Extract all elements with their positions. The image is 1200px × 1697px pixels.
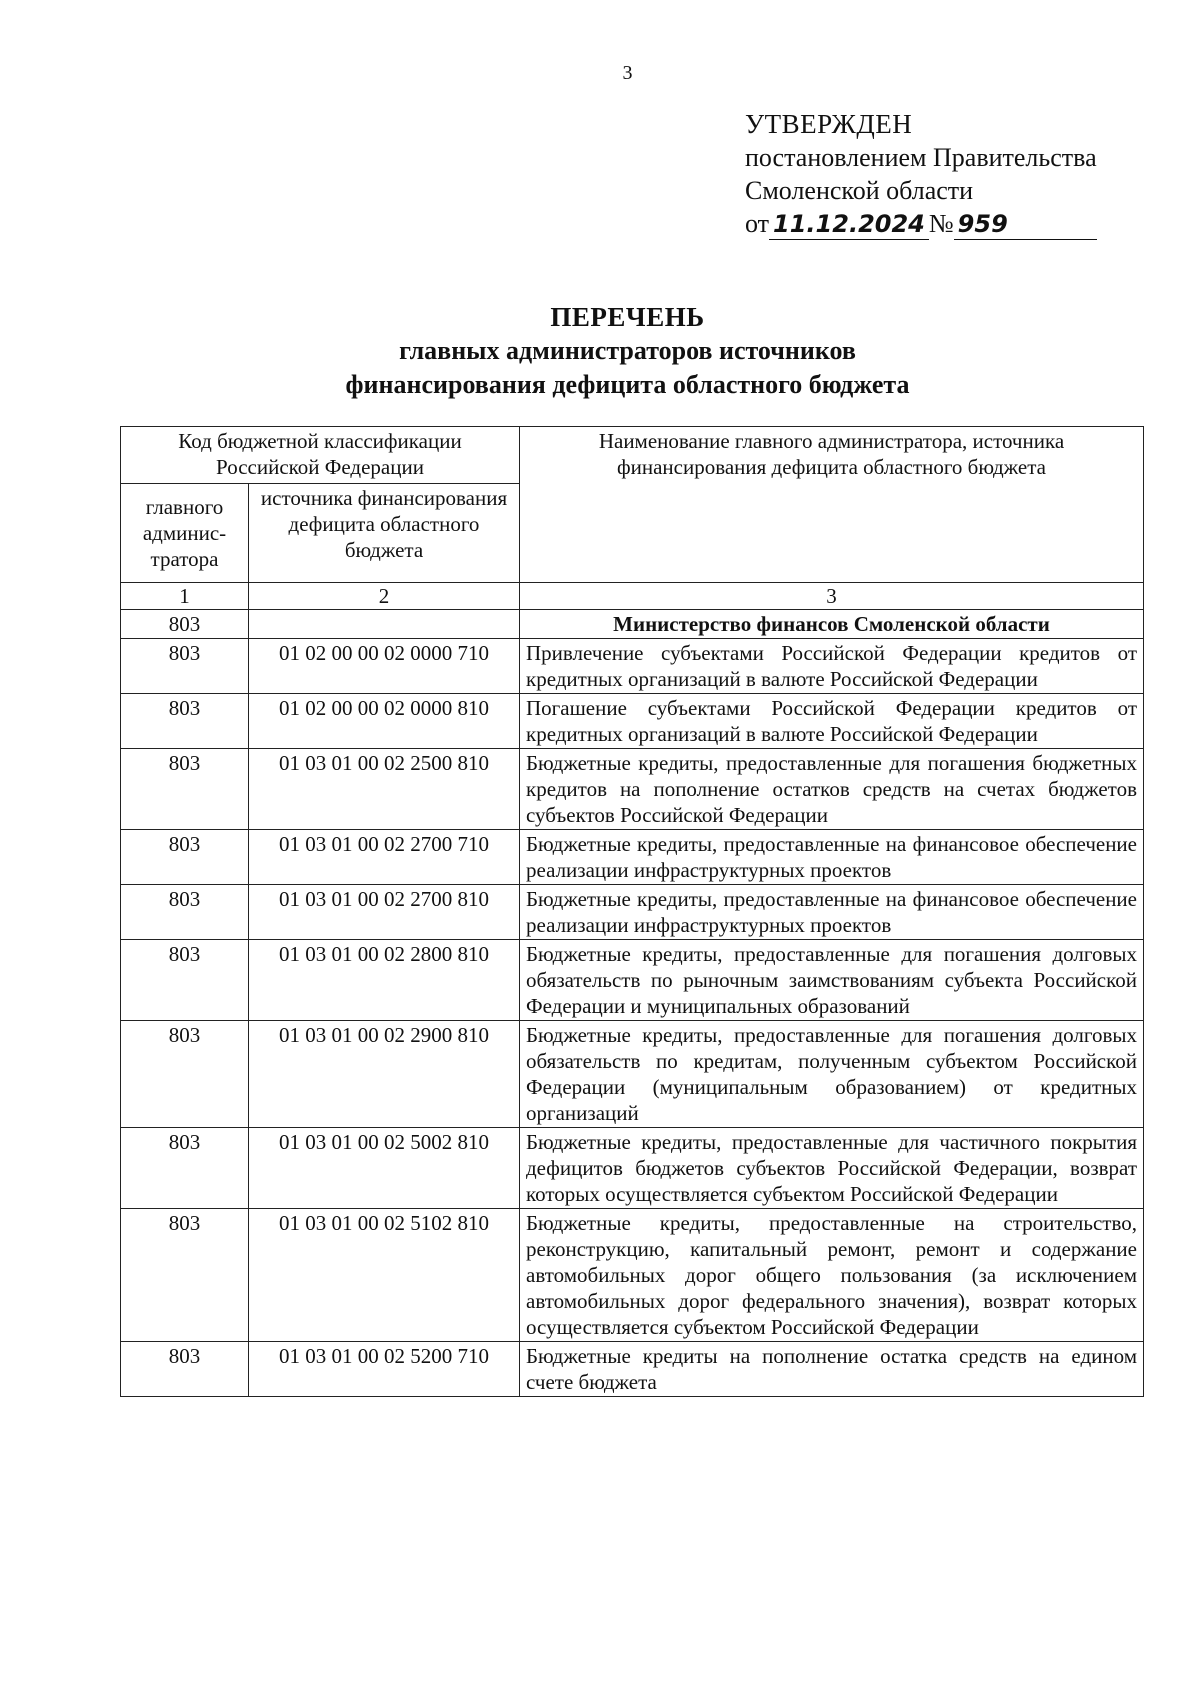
source-code: 01 03 01 00 02 2900 810 <box>249 1021 520 1128</box>
table-row <box>121 1342 1144 1397</box>
admin-code: 803 <box>121 940 249 1021</box>
source-name: Привлечение субъектами Российской Федерации кредитов от кредитных организаций в валюте Российской Федерации <box>520 639 1144 694</box>
handwritten-number: 959 <box>954 209 1097 240</box>
admin-code: 803 <box>121 610 249 639</box>
admin-code: 803 <box>121 639 249 694</box>
document-title <box>0 300 1200 402</box>
admin-code: 803 <box>121 885 249 940</box>
admin-code: 803 <box>121 694 249 749</box>
source-name: Бюджетные кредиты, предоставленные на финансовое обеспечение реализации инфраструктурных проектов <box>520 885 1144 940</box>
table-row <box>121 1128 1144 1209</box>
date-prefix: от <box>745 209 770 238</box>
source-name: Бюджетные кредиты, предоставленные для частичного покрытия дефицитов бюджетов субъектов Российской Федерации, возврат которых осуществляется субъектом Российской Федерации <box>520 1128 1144 1209</box>
header-name: Наименование главного администратора, источника финансирования дефицита областного бюджета <box>520 427 1144 583</box>
index-cell: 1 <box>121 583 249 610</box>
index-row <box>121 583 1144 610</box>
ministry-row <box>121 610 1144 639</box>
source-name: Бюджетные кредиты, предоставленные для погашения долговых обязательств по рыночным заимствованиям субъекта Российской Федерации и муниципальных образований <box>520 940 1144 1021</box>
header-source: источника финансирования дефицита областного бюджета <box>249 484 520 583</box>
approval-stamp <box>745 108 1165 240</box>
source-name: Бюджетные кредиты на пополнение остатка средств на едином счете бюджета <box>520 1342 1144 1397</box>
source-code: 01 02 00 00 02 0000 710 <box>249 639 520 694</box>
source-code: 01 03 01 00 02 2700 810 <box>249 885 520 940</box>
index-cell: 2 <box>249 583 520 610</box>
registry-table <box>120 426 1144 1397</box>
approval-date-line <box>745 207 1165 240</box>
title-main: ПЕРЕЧЕНЬ <box>550 302 705 332</box>
source-code: 01 03 01 00 02 5200 710 <box>249 1342 520 1397</box>
approval-heading: УТВЕРЖДЕН <box>745 109 913 139</box>
number-prefix: № <box>928 209 954 238</box>
title-line-2: финансирования дефицита областного бюджета <box>345 370 910 399</box>
handwritten-date: 11.12.2024 <box>769 209 929 240</box>
source-name: Бюджетные кредиты, предоставленные на строительство, реконструкцию, капитальный ремонт, ремонт и содержание автомобильных дорог общего пользования (за исключением автомобильных дорог федерального значения), возврат которых осуществляется субъектом Российской Федерации <box>520 1209 1144 1342</box>
source-name: Бюджетные кредиты, предоставленные на финансовое обеспечение реализации инфраструктурных проектов <box>520 830 1144 885</box>
page-number: 3 <box>622 62 633 84</box>
admin-code: 803 <box>121 1128 249 1209</box>
table-row <box>121 885 1144 940</box>
source-name: Погашение субъектами Российской Федерации кредитов от кредитных организаций в валюте Российской Федерации <box>520 694 1144 749</box>
table-row <box>121 830 1144 885</box>
source-code: 01 02 00 00 02 0000 810 <box>249 694 520 749</box>
table-row <box>121 1209 1144 1342</box>
source-code: 01 03 01 00 02 2500 810 <box>249 749 520 830</box>
source-code: 01 03 01 00 02 2800 810 <box>249 940 520 1021</box>
approval-line-2: Смоленской области <box>745 176 974 205</box>
admin-code: 803 <box>121 1342 249 1397</box>
table-row <box>121 749 1144 830</box>
table-row <box>121 1021 1144 1128</box>
admin-code: 803 <box>121 749 249 830</box>
table-row <box>121 694 1144 749</box>
ministry-name: Министерство финансов Смоленской области <box>520 610 1144 639</box>
title-line-1: главных администраторов источников <box>399 336 856 365</box>
source-name: Бюджетные кредиты, предоставленные для погашения бюджетных кредитов на пополнение остатков средств на счетах бюджетов субъектов Российской Федерации <box>520 749 1144 830</box>
header-row-1 <box>121 427 1144 484</box>
header-admin: главного админис-тратора <box>121 484 249 583</box>
admin-code: 803 <box>121 1209 249 1342</box>
table-row <box>121 639 1144 694</box>
index-cell: 3 <box>520 583 1144 610</box>
admin-code: 803 <box>121 830 249 885</box>
source-code <box>249 610 520 639</box>
header-code-group: Код бюджетной классификации Российской Федерации <box>121 427 520 484</box>
approval-line-1: постановлением Правительства <box>745 143 1097 172</box>
source-code: 01 03 01 00 02 5102 810 <box>249 1209 520 1342</box>
source-code: 01 03 01 00 02 2700 710 <box>249 830 520 885</box>
source-name: Бюджетные кредиты, предоставленные для погашения долговых обязательств по кредитам, полученным субъектом Российской Федерации (муниципальным образованием) от кредитных организаций <box>520 1021 1144 1128</box>
admin-code: 803 <box>121 1021 249 1128</box>
source-code: 01 03 01 00 02 5002 810 <box>249 1128 520 1209</box>
table-row <box>121 940 1144 1021</box>
